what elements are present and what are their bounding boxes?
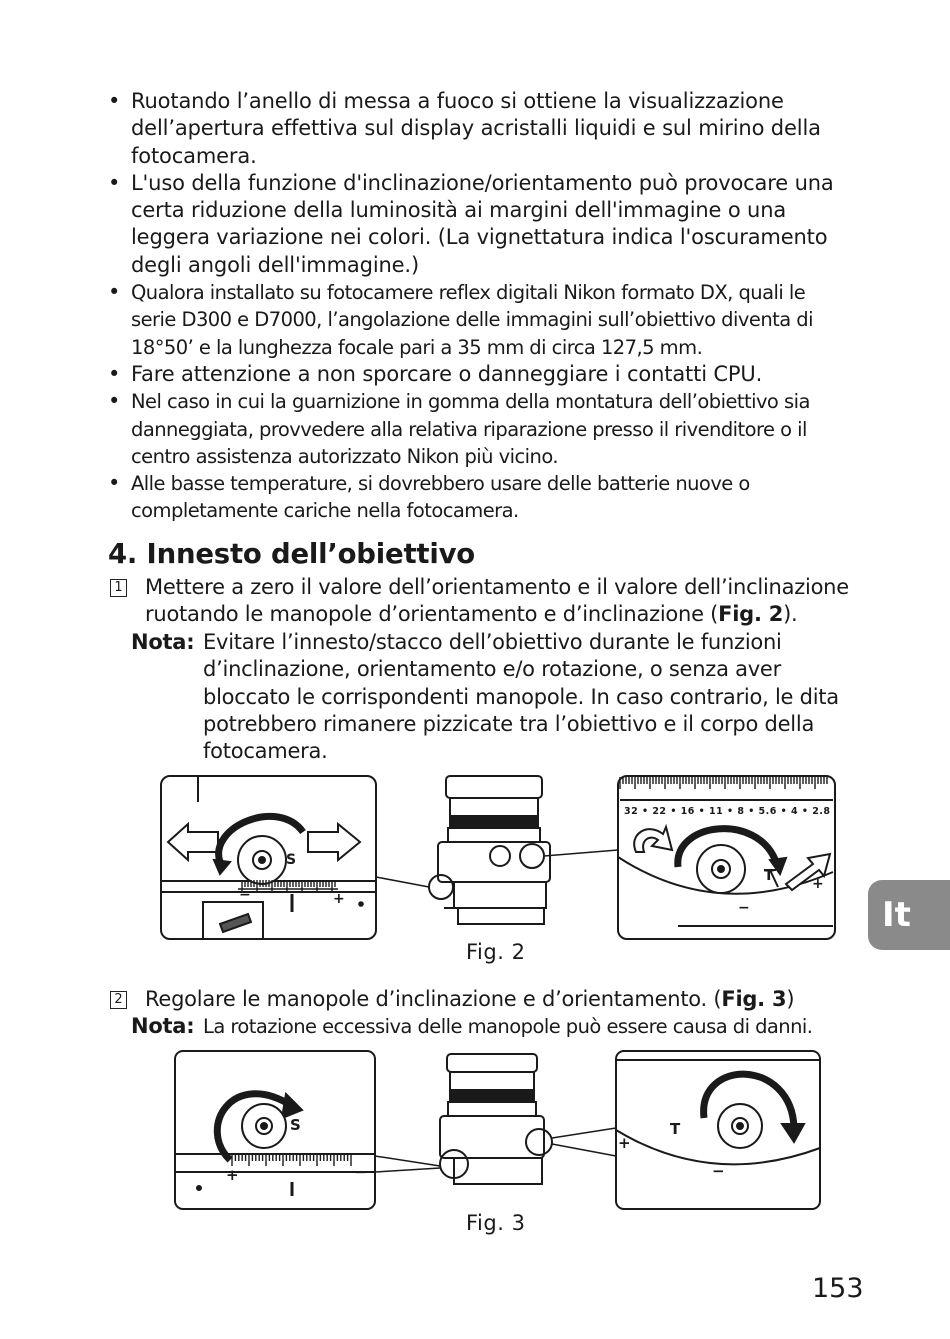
fig3-dial-letter: S: [290, 1116, 301, 1134]
note-text: La rotazione eccessiva delle manopole può essere causa di danni.: [203, 1015, 813, 1038]
note-label: Nota:: [131, 630, 195, 654]
bullet-text: Qualora installato su fotocamere reflex digitali Nikon formato DX, quali le serie D300 e D7000, l’angolazione delle immagini sull’obiettivo diventa di 18°50’ e la lunghezza focale pari a 35 mm di circa 127,5 mm.: [131, 281, 813, 359]
bullet-symbol: •: [108, 361, 121, 386]
fig2-minus-right: −: [738, 900, 750, 916]
bullet-item: [108, 170, 853, 279]
section-title: 4. Innesto dell’obiettivo: [108, 538, 476, 570]
figure-2-caption: Fig. 2: [466, 940, 526, 964]
fig3-tilt-mark: T: [670, 1120, 681, 1138]
fig2-aperture-scale: 32 • 22 • 16 • 11 • 8 • 5.6 • 4 • 2.8: [624, 806, 830, 817]
fig2-minus-left: −: [239, 887, 251, 903]
note-1: [131, 629, 851, 765]
fig2-plus-left: +: [333, 891, 345, 907]
bullet-item: [108, 388, 853, 470]
fig3-plus-left: +: [226, 1166, 239, 1184]
fig2-tilt-mark: T: [764, 868, 774, 884]
step-text: [108, 574, 853, 629]
fig3-plus-right: +: [618, 1134, 631, 1152]
figure-reference: Fig. 2: [718, 602, 784, 627]
step-instruction: Mettere a zero il valore dell’orientamento e il valore dell’inclinazione ruotando le manopole d’orientamento e d’inclinazione (: [145, 575, 849, 627]
step-instruction: Regolare le manopole d’inclinazione e d’orientamento. (: [145, 987, 722, 1011]
fig3-minus-right: −: [712, 1162, 725, 1180]
fig3-minus-left: −: [354, 1163, 367, 1181]
bullet-text: L'uso della funzione d'inclinazione/orientamento può provocare una certa riduzione della luminosità ai margini dell'immagine o una leggera variazione nei colori. (La vignettatura indica l'oscuramento degli angoli dell'immagine.): [131, 170, 834, 277]
figure-3-illustration: [172, 1048, 824, 1213]
bullet-item: [108, 279, 853, 361]
bullet-text: Nel caso in cui la guarnizione in gomma della montatura dell’obiettivo sia danneggiata, provvedere alla relativa riparazione presso il rivenditore o il centro assistenza autorizzato Nikon più vicino.: [131, 390, 810, 468]
fig2-dial-letter: S: [286, 852, 297, 868]
bullet-text: Alle basse temperature, si dovrebbero usare delle batterie nuove o completamente cariche nella fotocamera.: [131, 472, 750, 523]
step-number: 2: [110, 991, 127, 1009]
bullet-item: [108, 88, 853, 170]
figure-reference: Fig. 3: [721, 987, 787, 1011]
bullet-item: [108, 361, 853, 388]
bullet-symbol: •: [108, 89, 121, 113]
bullet-symbol: •: [108, 280, 120, 305]
bullet-list: [108, 88, 853, 525]
step-closing: ): [786, 987, 795, 1011]
language-tab: It: [868, 880, 950, 950]
note-2: [131, 1013, 851, 1040]
bullet-text: Ruotando l’anello di messa a fuoco si ottiene la visualizzazione dell’apertura effettiva sul display acristalli liquidi e sul mirino della fotocamera.: [131, 89, 821, 168]
step-number: 1: [110, 579, 127, 597]
note-label: Nota:: [131, 1014, 195, 1038]
page-number: 153: [812, 1273, 864, 1304]
note-text: Evitare l’innesto/stacco dell’obiettivo durante le funzioni d’inclinazione, orientamento e/o rotazione, o senza aver bloccato le corrispondenti manopole. In caso contrario, le dita potrebbero rimanere pizzicate tra l’obiettivo e il corpo della fotocamera.: [203, 630, 839, 764]
fig2-plus-right: +: [812, 876, 824, 892]
bullet-text: Fare attenzione a non sporcare o danneggiare i contatti CPU.: [131, 361, 763, 386]
bullet-symbol: •: [108, 389, 120, 414]
figure-3-caption: Fig. 3: [466, 1211, 526, 1235]
step-text: [108, 986, 853, 1013]
step-closing: ).: [783, 602, 798, 627]
bullet-symbol: •: [108, 471, 120, 496]
figure-2-illustration: [158, 772, 840, 944]
bullet-symbol: •: [108, 170, 121, 195]
step-1: [108, 574, 853, 629]
step-2: [108, 986, 853, 1013]
bullet-item: [108, 470, 853, 525]
